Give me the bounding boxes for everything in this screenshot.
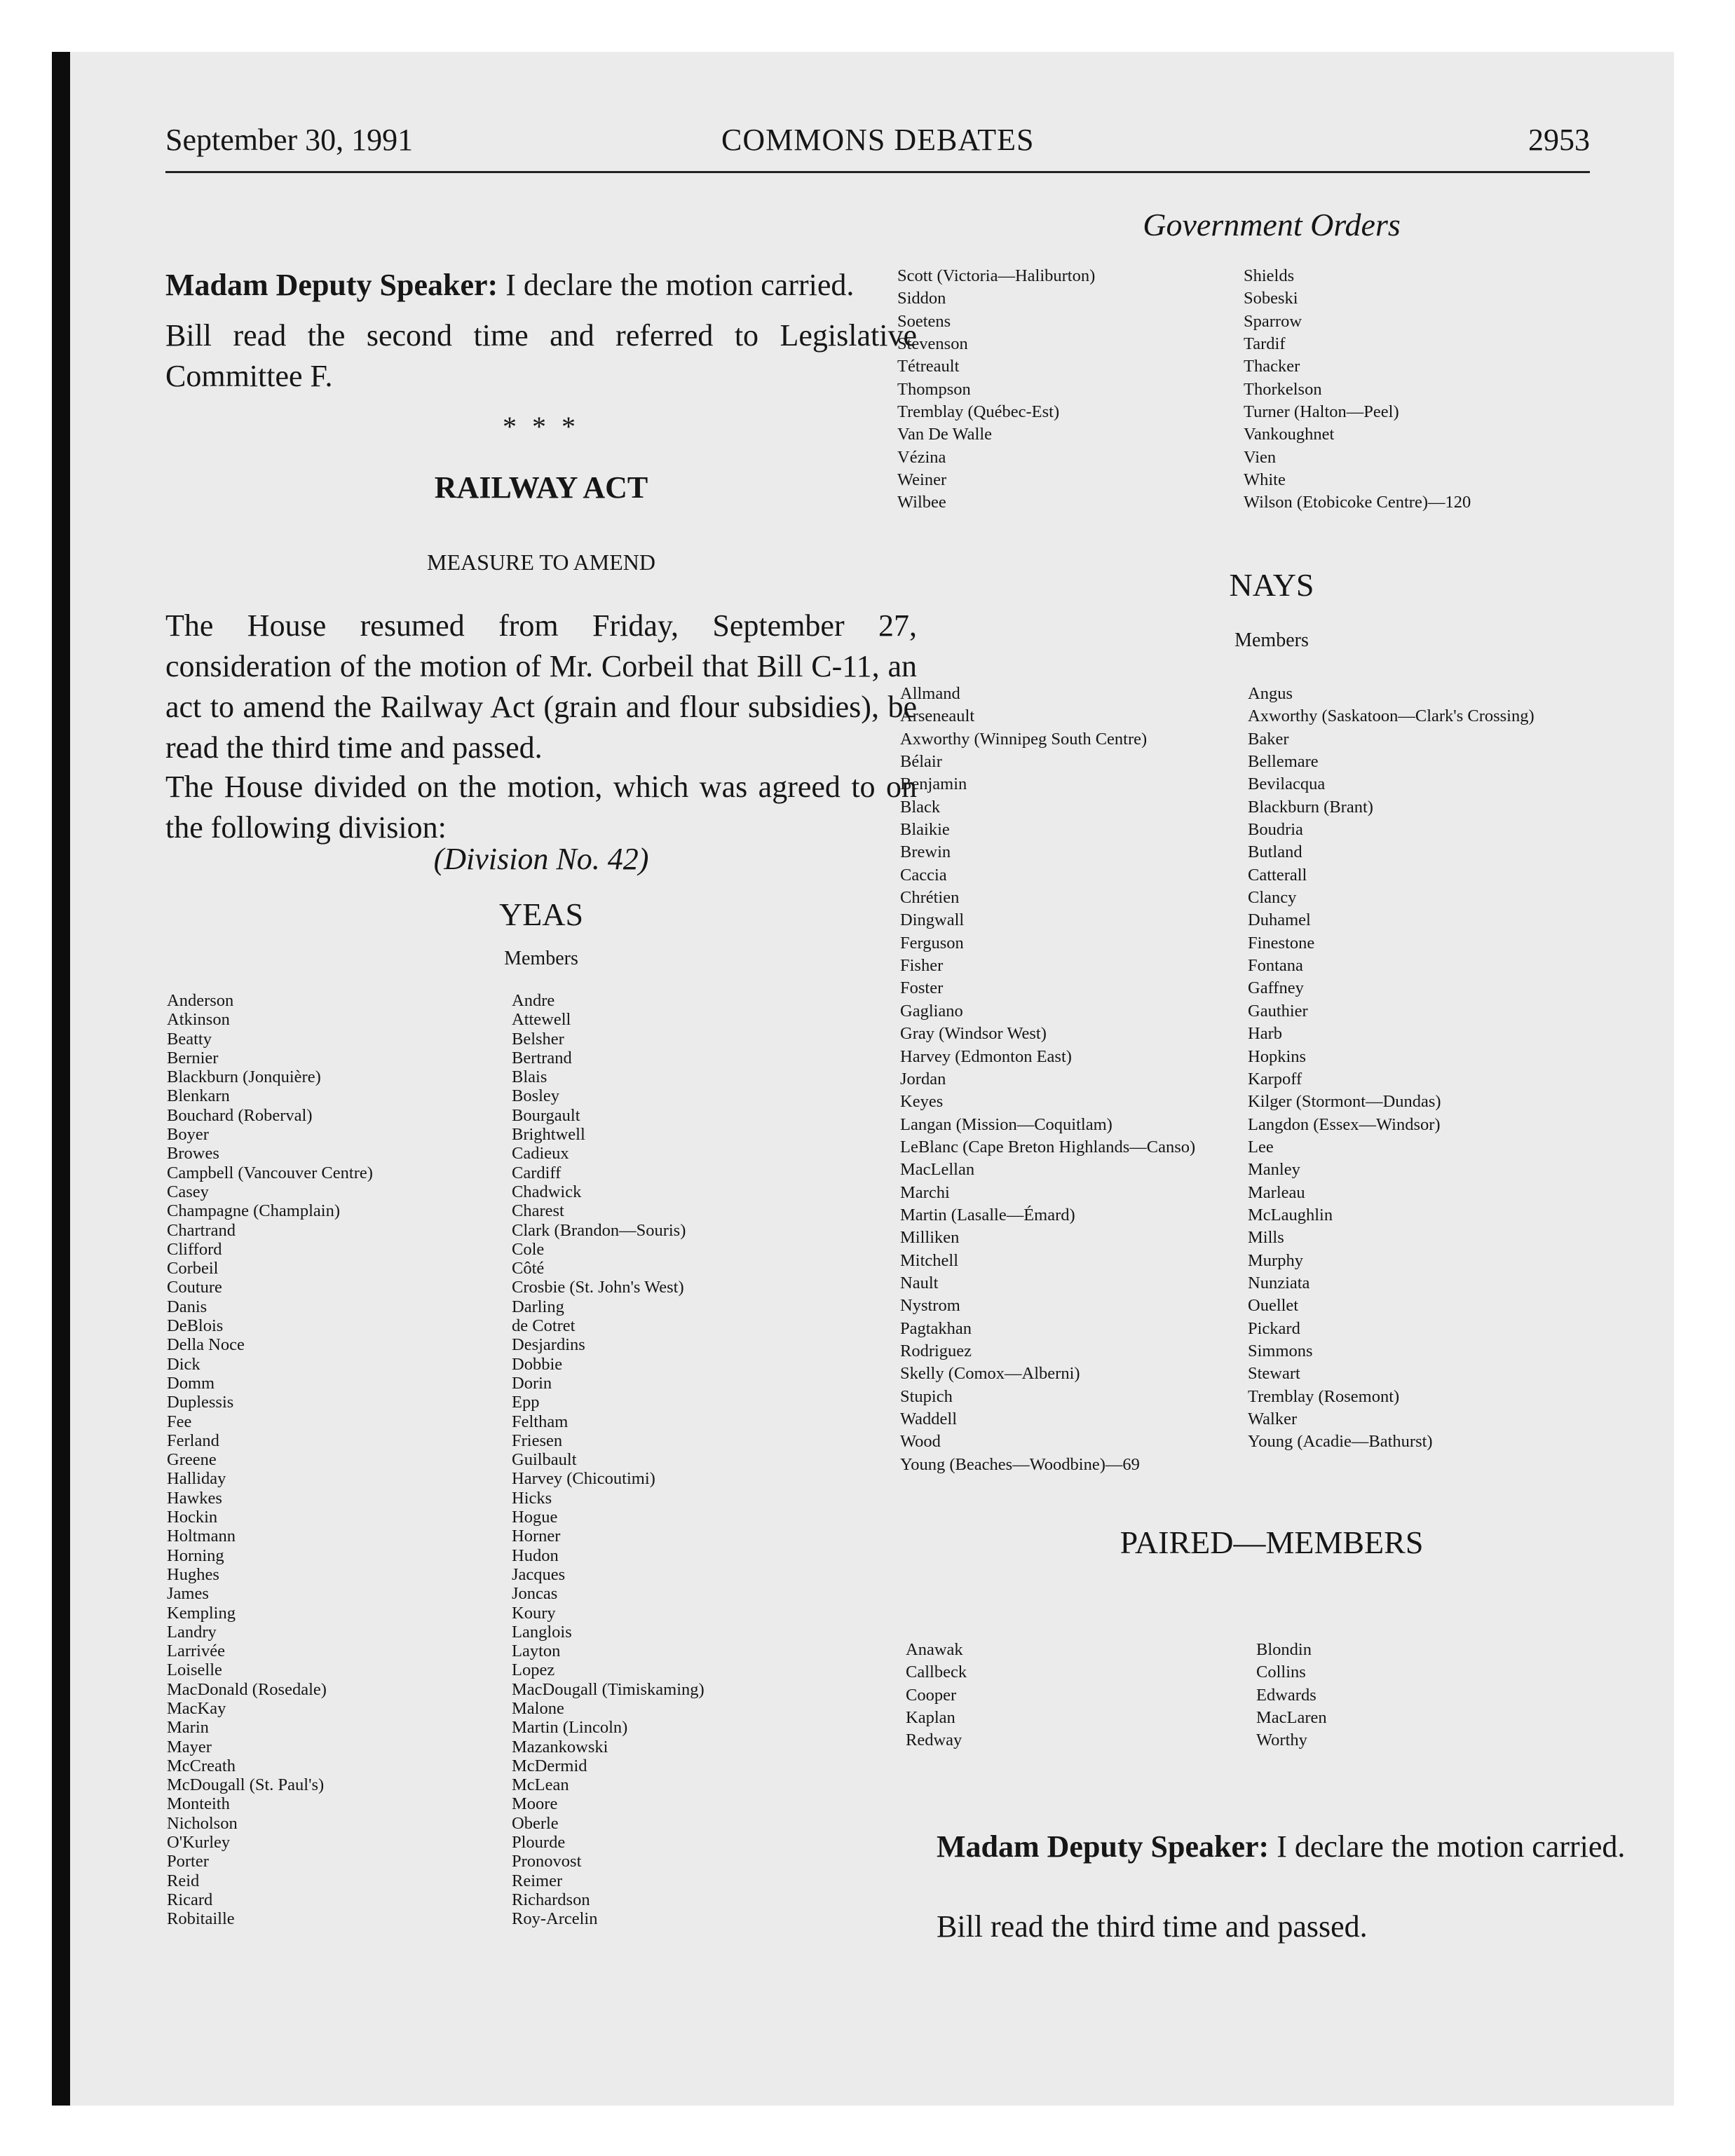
house-resumed-paragraph: The House resumed from Friday, September 27, consideration of the motion of Mr. Corbeil that Bill C-11, an act to amend the Railway Act (grain and flour subsidies), be read the third time and passed. bbox=[165, 608, 917, 765]
member-name: Horning bbox=[167, 1546, 224, 1565]
member-name: Dobbie bbox=[512, 1354, 563, 1374]
member-name: Harb bbox=[1248, 1024, 1282, 1044]
member-name: Cardiff bbox=[512, 1163, 562, 1182]
member-name: Darling bbox=[512, 1297, 564, 1316]
member-name: Collins bbox=[1256, 1663, 1306, 1682]
member-name: Tardif bbox=[1244, 334, 1286, 354]
paired-list-column-2 bbox=[1256, 1639, 1327, 1752]
member-name: Bosley bbox=[512, 1086, 560, 1106]
yeas-members-label: Members bbox=[504, 948, 578, 969]
member-name: Allmand bbox=[900, 684, 960, 703]
speaker-text: I declare the motion carried. bbox=[1277, 1829, 1626, 1864]
member-name: Hicks bbox=[512, 1488, 552, 1508]
member-name: Harvey (Edmonton East) bbox=[900, 1046, 1072, 1066]
act-title: RAILWAY ACT bbox=[434, 470, 648, 505]
member-name: Gagliano bbox=[900, 1001, 963, 1021]
member-name: Chartrand bbox=[167, 1220, 236, 1240]
member-name: Nystrom bbox=[900, 1296, 960, 1316]
member-name: Edwards bbox=[1256, 1685, 1316, 1705]
member-name: Domm bbox=[167, 1373, 215, 1393]
member-name: Marin bbox=[167, 1718, 209, 1738]
member-name: Nunziata bbox=[1248, 1273, 1310, 1292]
member-name: Bevilacqua bbox=[1248, 775, 1326, 794]
member-name: Champagne (Champlain) bbox=[167, 1201, 340, 1221]
member-name: Cole bbox=[512, 1239, 545, 1259]
member-name: MacLaren bbox=[1256, 1708, 1327, 1728]
member-name: Pronovost bbox=[512, 1852, 582, 1871]
member-name: Martin (Lincoln) bbox=[512, 1718, 628, 1738]
member-name: Boyer bbox=[167, 1125, 209, 1145]
member-name: Young (Acadie—Bathurst) bbox=[1248, 1432, 1433, 1452]
member-name: Reimer bbox=[512, 1871, 563, 1890]
member-name: Atkinson bbox=[167, 1010, 230, 1030]
member-name: Martin (Lasalle—Émard) bbox=[900, 1205, 1075, 1224]
member-name: O'Kurley bbox=[167, 1833, 231, 1853]
member-name: Benjamin bbox=[900, 775, 967, 794]
member-name: Kilger (Stormont—Dundas) bbox=[1248, 1092, 1441, 1112]
speaker-statement-2 bbox=[937, 1827, 1638, 1867]
member-name: Corbeil bbox=[167, 1259, 219, 1278]
member-name: Foster bbox=[900, 978, 944, 998]
member-name: Waddell bbox=[900, 1410, 958, 1428]
member-name: Skelly (Comox—Alberni) bbox=[900, 1364, 1080, 1384]
member-name: Scott (Victoria—Haliburton) bbox=[897, 266, 1096, 285]
nays-list-column-2 bbox=[1248, 683, 1535, 1454]
yeas-list-column-2 bbox=[512, 991, 705, 1929]
member-name: Blackburn (Jonquière) bbox=[167, 1067, 321, 1087]
member-name: Boudria bbox=[1248, 820, 1303, 840]
member-name: Sobeski bbox=[1244, 289, 1298, 308]
member-name: Kempling bbox=[167, 1603, 236, 1623]
member-name: MacLellan bbox=[900, 1160, 975, 1180]
member-name: Vézina bbox=[897, 447, 946, 467]
member-name: Manley bbox=[1248, 1160, 1300, 1180]
member-name: Hughes bbox=[167, 1564, 219, 1584]
member-name: Clifford bbox=[167, 1239, 222, 1259]
member-name: MacKay bbox=[167, 1698, 226, 1718]
member-name: Dick bbox=[167, 1354, 200, 1374]
member-name: Duplessis bbox=[167, 1393, 234, 1412]
member-name: Greene bbox=[167, 1450, 217, 1470]
member-name: Catterall bbox=[1248, 865, 1307, 885]
speaker-name: Madam Deputy Speaker: bbox=[165, 268, 498, 302]
member-name: Mazankowski bbox=[512, 1737, 608, 1756]
member-name: Marleau bbox=[1248, 1182, 1305, 1202]
member-name: White bbox=[1244, 470, 1286, 490]
member-name: Fisher bbox=[900, 956, 944, 976]
member-name: Cooper bbox=[906, 1685, 957, 1705]
member-name: Chrétien bbox=[900, 888, 960, 908]
member-name: Sparrow bbox=[1244, 311, 1302, 331]
scan-edge-shadow bbox=[52, 52, 70, 2106]
section-separator: * * * bbox=[503, 411, 580, 442]
member-name: Tremblay (Rosemont) bbox=[1248, 1386, 1400, 1406]
member-name: Malone bbox=[512, 1698, 564, 1718]
member-name: MacDougall (Timiskaming) bbox=[512, 1679, 705, 1699]
member-name: Duhamel bbox=[1248, 910, 1311, 930]
member-name: Roy-Arcelin bbox=[512, 1909, 598, 1929]
member-name: Axworthy (Winnipeg South Centre) bbox=[900, 729, 1148, 749]
yeas-continued-column-2 bbox=[1244, 265, 1471, 514]
member-name: Holtmann bbox=[167, 1527, 236, 1546]
member-name: Clark (Brandon—Souris) bbox=[512, 1220, 686, 1240]
header-rule bbox=[165, 171, 1590, 173]
act-subtitle: MEASURE TO AMEND bbox=[427, 550, 655, 575]
member-name: Crosbie (St. John's West) bbox=[512, 1278, 684, 1297]
member-name: Ferguson bbox=[900, 933, 964, 953]
member-name: Simmons bbox=[1248, 1341, 1313, 1360]
member-name: Gray (Windsor West) bbox=[900, 1024, 1047, 1044]
member-name: Wilson (Etobicoke Centre)—120 bbox=[1244, 493, 1471, 512]
member-name: Joncas bbox=[512, 1584, 558, 1604]
member-name: Brightwell bbox=[512, 1125, 585, 1145]
member-name: Anderson bbox=[167, 991, 234, 1010]
member-name: Hogue bbox=[512, 1508, 558, 1527]
yeas-heading: YEAS bbox=[498, 896, 584, 932]
member-name: Andre bbox=[512, 991, 555, 1010]
member-name: Charest bbox=[512, 1201, 564, 1221]
member-name: Loiselle bbox=[167, 1660, 222, 1680]
member-name: Couture bbox=[167, 1278, 222, 1297]
member-name: Browes bbox=[167, 1144, 219, 1164]
house-divided-paragraph: The House divided on the motion, which was agreed to on the following division: bbox=[165, 770, 917, 845]
header-date: September 30, 1991 bbox=[165, 123, 414, 157]
member-name: Chadwick bbox=[512, 1182, 582, 1201]
member-name: Young (Beaches—Woodbine)—69 bbox=[900, 1454, 1140, 1474]
speaker-text: I declare the motion carried. bbox=[505, 268, 855, 302]
member-name: Belsher bbox=[512, 1029, 564, 1049]
member-name: Vankoughnet bbox=[1244, 425, 1335, 444]
member-name: McDermid bbox=[512, 1756, 587, 1775]
member-name: Gaffney bbox=[1248, 978, 1304, 998]
member-name: Walker bbox=[1248, 1410, 1298, 1428]
member-name: Anawak bbox=[906, 1640, 963, 1659]
member-name: Dorin bbox=[512, 1373, 552, 1393]
header-publication-title: COMMONS DEBATES bbox=[721, 123, 1035, 157]
member-name: James bbox=[167, 1584, 209, 1604]
member-name: Danis bbox=[167, 1297, 207, 1316]
yeas-continued-column-1 bbox=[897, 265, 1095, 514]
member-name: Layton bbox=[512, 1642, 561, 1661]
member-name: Blackburn (Brant) bbox=[1248, 797, 1373, 817]
page-scan bbox=[52, 52, 1674, 2106]
member-name: Ouellet bbox=[1248, 1296, 1299, 1316]
member-name: LeBlanc (Cape Breton Highlands—Canso) bbox=[900, 1137, 1196, 1157]
nays-list-column-1 bbox=[900, 683, 1195, 1476]
member-name: Stewart bbox=[1248, 1364, 1300, 1384]
member-name: Wilbee bbox=[897, 493, 946, 512]
member-name: Ricard bbox=[167, 1890, 213, 1909]
member-name: Lee bbox=[1248, 1137, 1274, 1157]
member-name: Rodriguez bbox=[900, 1341, 972, 1360]
member-name: Della Noce bbox=[167, 1335, 245, 1355]
member-name: Butland bbox=[1248, 842, 1302, 862]
member-name: Larrivée bbox=[167, 1642, 225, 1661]
member-name: Halliday bbox=[167, 1469, 226, 1489]
member-name: Epp bbox=[512, 1393, 540, 1412]
member-name: Mills bbox=[1248, 1228, 1284, 1248]
member-name: Worthy bbox=[1256, 1731, 1307, 1750]
member-name: Pagtakhan bbox=[900, 1318, 972, 1338]
member-name: McDougall (St. Paul's) bbox=[167, 1775, 325, 1795]
member-name: Arseneault bbox=[900, 707, 975, 726]
member-name: Bélair bbox=[900, 752, 942, 772]
member-name: Reid bbox=[167, 1871, 200, 1890]
member-name: Thorkelson bbox=[1244, 379, 1322, 399]
member-name: Wood bbox=[900, 1432, 941, 1452]
member-name: Lopez bbox=[512, 1660, 555, 1680]
member-name: Murphy bbox=[1248, 1250, 1303, 1270]
nays-heading: NAYS bbox=[1229, 567, 1314, 603]
member-name: Kaplan bbox=[906, 1708, 955, 1728]
member-name: Jacques bbox=[512, 1564, 566, 1584]
paired-members-heading: PAIRED—MEMBERS bbox=[1120, 1524, 1424, 1560]
yeas-list-column-1 bbox=[167, 991, 373, 1929]
member-name: Blaikie bbox=[900, 820, 950, 840]
member-name: Hudon bbox=[512, 1546, 559, 1565]
member-name: Caccia bbox=[900, 865, 947, 885]
member-name: Baker bbox=[1248, 729, 1289, 749]
member-name: Oberle bbox=[512, 1813, 559, 1833]
member-name: Clancy bbox=[1248, 888, 1297, 908]
member-name: Guilbault bbox=[512, 1450, 577, 1470]
member-name: Ferland bbox=[167, 1431, 219, 1450]
member-name: Bertrand bbox=[512, 1048, 572, 1067]
member-name: Thacker bbox=[1244, 357, 1300, 376]
member-name: Blais bbox=[512, 1067, 547, 1087]
member-name: Friesen bbox=[512, 1431, 563, 1450]
member-name: de Cotret bbox=[512, 1316, 576, 1336]
member-name: Harvey (Chicoutimi) bbox=[512, 1469, 655, 1489]
member-name: Robitaille bbox=[167, 1909, 235, 1929]
member-name: Shields bbox=[1244, 266, 1295, 285]
member-name: Blenkarn bbox=[167, 1086, 230, 1106]
section-label: Government Orders bbox=[1143, 207, 1401, 243]
member-name: McLean bbox=[512, 1775, 569, 1795]
member-name: Mitchell bbox=[900, 1250, 959, 1270]
header-page-number: 2953 bbox=[1528, 123, 1590, 157]
member-name: Campbell (Vancouver Centre) bbox=[167, 1163, 373, 1182]
bill-third-reading: Bill read the third time and passed. bbox=[937, 1909, 1368, 1944]
member-name: Langdon (Essex—Windsor) bbox=[1248, 1114, 1441, 1134]
member-name: Finestone bbox=[1248, 933, 1315, 953]
member-name: Moore bbox=[512, 1794, 558, 1814]
member-name: Redway bbox=[906, 1731, 962, 1750]
member-name: Casey bbox=[167, 1182, 209, 1201]
member-name: Porter bbox=[167, 1852, 209, 1871]
member-name: Hopkins bbox=[1248, 1046, 1307, 1066]
member-name: Soetens bbox=[897, 311, 951, 331]
member-name: Bouchard (Roberval) bbox=[167, 1105, 313, 1125]
member-name: Attewell bbox=[512, 1010, 571, 1030]
member-name: Axworthy (Saskatoon—Clark's Crossing) bbox=[1248, 707, 1535, 726]
member-name: Bernier bbox=[167, 1048, 219, 1067]
member-name: Dingwall bbox=[900, 910, 965, 930]
member-name: Feltham bbox=[512, 1412, 569, 1431]
member-name: Black bbox=[900, 797, 941, 817]
member-name: Landry bbox=[167, 1622, 217, 1642]
member-name: Nault bbox=[900, 1273, 939, 1292]
member-name: McLaughlin bbox=[1248, 1205, 1333, 1224]
member-name: Van De Walle bbox=[897, 425, 993, 444]
member-name: Monteith bbox=[167, 1794, 230, 1814]
member-name: Bellemare bbox=[1248, 752, 1319, 772]
nays-members-label: Members bbox=[1234, 629, 1309, 651]
member-name: Angus bbox=[1248, 684, 1293, 703]
member-name: Hockin bbox=[167, 1508, 218, 1527]
member-name: Vien bbox=[1244, 447, 1277, 467]
member-name: Siddon bbox=[897, 289, 946, 308]
member-name: Plourde bbox=[512, 1833, 566, 1853]
member-name: Karpoff bbox=[1248, 1069, 1302, 1089]
member-name: Langan (Mission—Coquitlam) bbox=[900, 1114, 1113, 1134]
member-name: Pickard bbox=[1248, 1318, 1300, 1338]
member-name: Bourgault bbox=[512, 1105, 580, 1125]
member-name: Nicholson bbox=[167, 1813, 238, 1833]
member-name: Mayer bbox=[167, 1737, 212, 1756]
member-name: Callbeck bbox=[906, 1663, 967, 1682]
member-name: McCreath bbox=[167, 1756, 236, 1775]
member-name: Cadieux bbox=[512, 1144, 569, 1164]
paired-list-column-1 bbox=[906, 1639, 967, 1752]
member-name: Tremblay (Québec-Est) bbox=[897, 402, 1060, 422]
member-name: Desjardins bbox=[512, 1335, 585, 1355]
member-name: Koury bbox=[512, 1603, 556, 1623]
member-name: Turner (Halton—Peel) bbox=[1244, 402, 1399, 422]
member-name: Horner bbox=[512, 1527, 561, 1546]
speaker-statement-1 bbox=[165, 265, 917, 306]
member-name: Tétreault bbox=[897, 357, 960, 376]
member-name: DeBlois bbox=[167, 1316, 224, 1336]
member-name: Fontana bbox=[1248, 956, 1303, 976]
member-name: Stevenson bbox=[897, 334, 968, 354]
bill-second-reading: Bill read the second time and referred to Legislative Committee F. bbox=[165, 318, 917, 393]
member-name: MacDonald (Rosedale) bbox=[167, 1679, 327, 1699]
member-name: Langlois bbox=[512, 1622, 572, 1642]
member-name: Marchi bbox=[900, 1182, 950, 1202]
member-name: Keyes bbox=[900, 1092, 944, 1112]
member-name: Stupich bbox=[900, 1386, 953, 1406]
member-name: Jordan bbox=[900, 1069, 946, 1089]
member-name: Fee bbox=[167, 1412, 192, 1431]
division-number: (Division No. 42) bbox=[433, 842, 649, 876]
member-name: Weiner bbox=[897, 470, 947, 490]
member-name: Beatty bbox=[167, 1029, 212, 1049]
member-name: Hawkes bbox=[167, 1488, 222, 1508]
speaker-name: Madam Deputy Speaker: bbox=[937, 1829, 1270, 1864]
member-name: Côté bbox=[512, 1259, 545, 1278]
member-name: Gauthier bbox=[1248, 1001, 1308, 1021]
member-name: Blondin bbox=[1256, 1640, 1312, 1659]
member-name: Thompson bbox=[897, 379, 971, 399]
member-name: Richardson bbox=[512, 1890, 590, 1909]
member-name: Brewin bbox=[900, 842, 951, 862]
member-name: Milliken bbox=[900, 1228, 960, 1248]
